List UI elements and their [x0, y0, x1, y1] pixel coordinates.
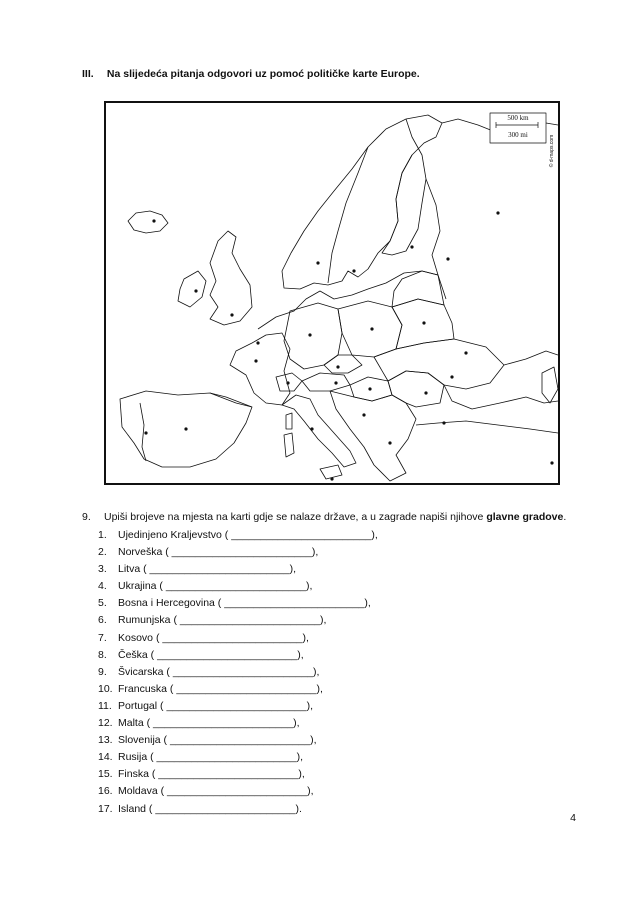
finland-outline — [382, 119, 426, 255]
list-item-text: Finska ( ________________________), — [118, 768, 305, 781]
list-item-text: Bosna i Hercegovina ( ________________________), — [118, 597, 371, 610]
list-item-number: 14. — [98, 751, 113, 764]
list-item-number: 6. — [98, 614, 107, 627]
page-number: 4 — [570, 812, 576, 824]
list-item[interactable] — [98, 715, 378, 732]
list-item-number: 7. — [98, 631, 107, 644]
question-text-bold: glavne gradove — [486, 511, 564, 523]
scale-km-label: 500 km — [507, 114, 529, 122]
germany-outline — [284, 303, 342, 369]
czechia-outline — [324, 355, 362, 373]
list-item-text: Portugal ( ________________________), — [118, 699, 314, 712]
balkans-outline — [330, 391, 416, 481]
list-item-number: 16. — [98, 785, 113, 798]
list-item[interactable] — [98, 647, 378, 664]
list-item-text: Norveška ( ________________________), — [118, 546, 319, 559]
list-item-number: 9. — [98, 665, 107, 678]
list-item[interactable] — [98, 732, 378, 749]
austria-outline — [302, 373, 350, 391]
list-item-number: 12. — [98, 717, 113, 730]
list-item-text: Češka ( ________________________), — [118, 648, 304, 661]
list-item-text: Rumunjska ( ________________________), — [118, 614, 327, 627]
caspian-outline — [542, 367, 558, 403]
list-item[interactable] — [98, 544, 378, 561]
list-item-text: Malta ( ________________________), — [118, 717, 300, 730]
section-number: III. — [82, 68, 94, 80]
question-number: 9. — [82, 511, 91, 523]
black-sea-coast — [444, 385, 558, 409]
list-item[interactable] — [98, 766, 378, 783]
list-item[interactable] — [98, 783, 378, 800]
list-item[interactable] — [98, 630, 378, 647]
list-item-number: 17. — [98, 802, 113, 815]
list-item-text: Rusija ( ________________________), — [118, 751, 304, 764]
sardinia-outline — [284, 433, 294, 457]
list-item[interactable] — [98, 578, 378, 595]
list-item[interactable] — [98, 698, 378, 715]
list-item-number: 3. — [98, 563, 107, 576]
map-copyright: © d-maps.com — [549, 134, 555, 168]
iceland-outline — [128, 211, 168, 233]
ukraine-outline — [374, 339, 504, 389]
scandinavia-outline — [282, 115, 442, 289]
list-item-text: Island ( ________________________). — [118, 802, 302, 815]
list-item-number: 4. — [98, 580, 107, 593]
list-item-text: Ukrajina ( ________________________), — [118, 580, 313, 593]
baltics-outline — [392, 271, 444, 307]
country-list — [98, 527, 378, 818]
france-outline — [230, 333, 290, 405]
europe-political-map — [104, 101, 560, 485]
capital-dots — [144, 211, 553, 480]
list-item-text: Ujedinjeno Kraljevstvo ( ________________________), — [118, 529, 378, 541]
mainland-coast — [258, 271, 438, 329]
question-9 — [82, 511, 566, 523]
ireland-outline — [178, 271, 206, 307]
list-item-number: 1. — [98, 529, 107, 541]
list-item[interactable] — [98, 612, 378, 629]
great-britain-outline — [210, 231, 252, 325]
list-item-text: Francuska ( ________________________), — [118, 682, 323, 695]
list-item-number: 11. — [98, 699, 112, 712]
question-text: Upiši brojeve na mjesta na karti gdje se nalaze države, a u zagrade napiši njihove — [104, 511, 487, 523]
list-item-text: Litva ( ________________________), — [118, 563, 297, 576]
list-item[interactable] — [98, 681, 378, 698]
scale-mi-label: 300 mi — [508, 131, 528, 139]
corsica-outline — [286, 413, 292, 429]
russia-west-border — [426, 179, 446, 299]
list-item-number: 5. — [98, 597, 107, 610]
russia-east-border — [504, 351, 558, 365]
list-item-text: Švicarska ( ________________________), — [118, 665, 320, 678]
list-item[interactable] — [98, 561, 378, 578]
list-item[interactable] — [98, 801, 378, 818]
turkey-coast — [416, 421, 558, 433]
section-heading — [82, 68, 420, 80]
poland-outline — [338, 301, 402, 357]
list-item-text: Slovenija ( ________________________), — [118, 734, 317, 747]
list-item-text: Moldava ( ________________________), — [118, 785, 314, 798]
list-item[interactable] — [98, 527, 378, 544]
list-item-text: Kosovo ( ________________________), — [118, 631, 309, 644]
list-item-number: 2. — [98, 546, 107, 559]
list-item-number: 10. — [98, 682, 113, 695]
list-item[interactable] — [98, 749, 378, 766]
sicily-outline — [320, 465, 342, 479]
question-text-end: . — [563, 511, 567, 523]
list-item-number: 8. — [98, 648, 107, 661]
section-title: Na slijedeća pitanja odgovori uz pomoć političke karte Europe. — [106, 68, 420, 80]
list-item-number: 15. — [98, 768, 113, 781]
norway-sweden-border — [328, 147, 368, 283]
list-item[interactable] — [98, 664, 378, 681]
italy-outline — [282, 395, 356, 467]
list-item-number: 13. — [98, 734, 113, 747]
list-item[interactable] — [98, 595, 378, 612]
